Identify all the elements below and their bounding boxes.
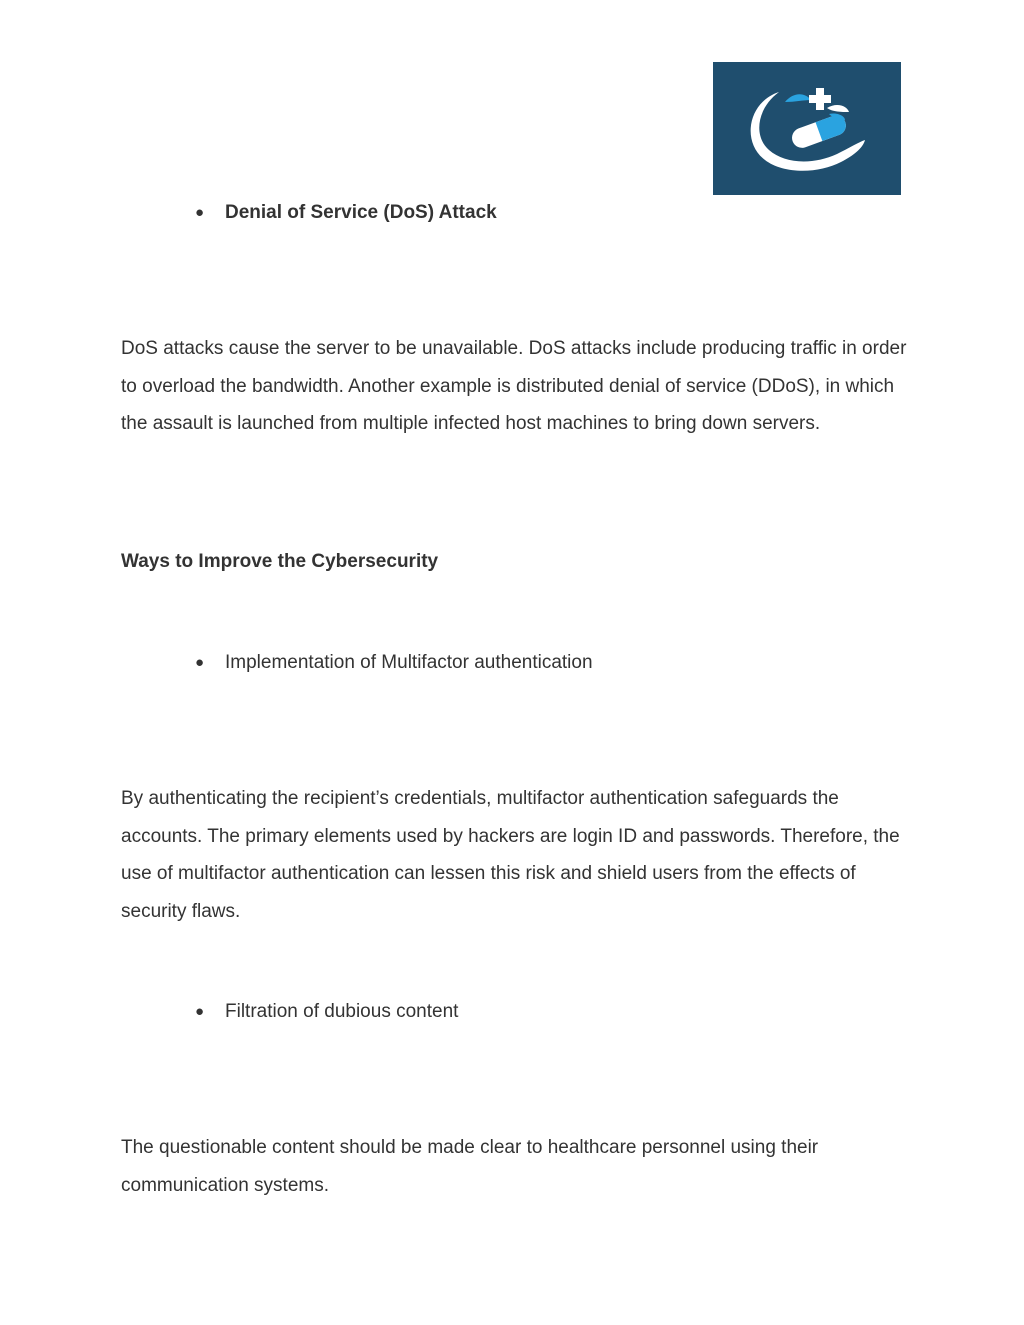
bullet-text: Filtration of dubious content [225,1001,459,1022]
bullet-text: Denial of Service (DoS) Attack [225,202,497,223]
bullet-icon: ● [195,1003,205,1020]
filter-paragraph: The questionable content should be made clear to healthcare personnel using their communication systems. [121,1137,819,1196]
bullet-icon: ● [195,204,205,221]
bullet-dos-attack [195,201,497,225]
dos-paragraph: DoS attacks cause the server to be unavailable. DoS attacks include producing traffic in order to overload the bandwidth. Another example is distributed denial of service (DDoS), in which the assault is launched from multiple infected host machines to bring down servers. [121,338,907,435]
mfa-paragraph: By authenticating the recipient’s credentials, multifactor authentication safeguards the accounts. The primary elements used by hackers are login ID and passwords. Therefore, the use of multifactor authentication can lessen this risk and shield users from the effects of security flaws. [121,788,900,922]
ways-heading: Ways to Improve the Cybersecurity [121,551,439,572]
healthcare-hand-capsule-icon [713,62,901,195]
bullet-icon: ● [195,654,205,671]
bullet-filtration [195,1000,458,1024]
bullet-mfa [195,651,593,675]
bullet-text: Implementation of Multifactor authentication [225,652,593,673]
company-logo [713,62,901,195]
